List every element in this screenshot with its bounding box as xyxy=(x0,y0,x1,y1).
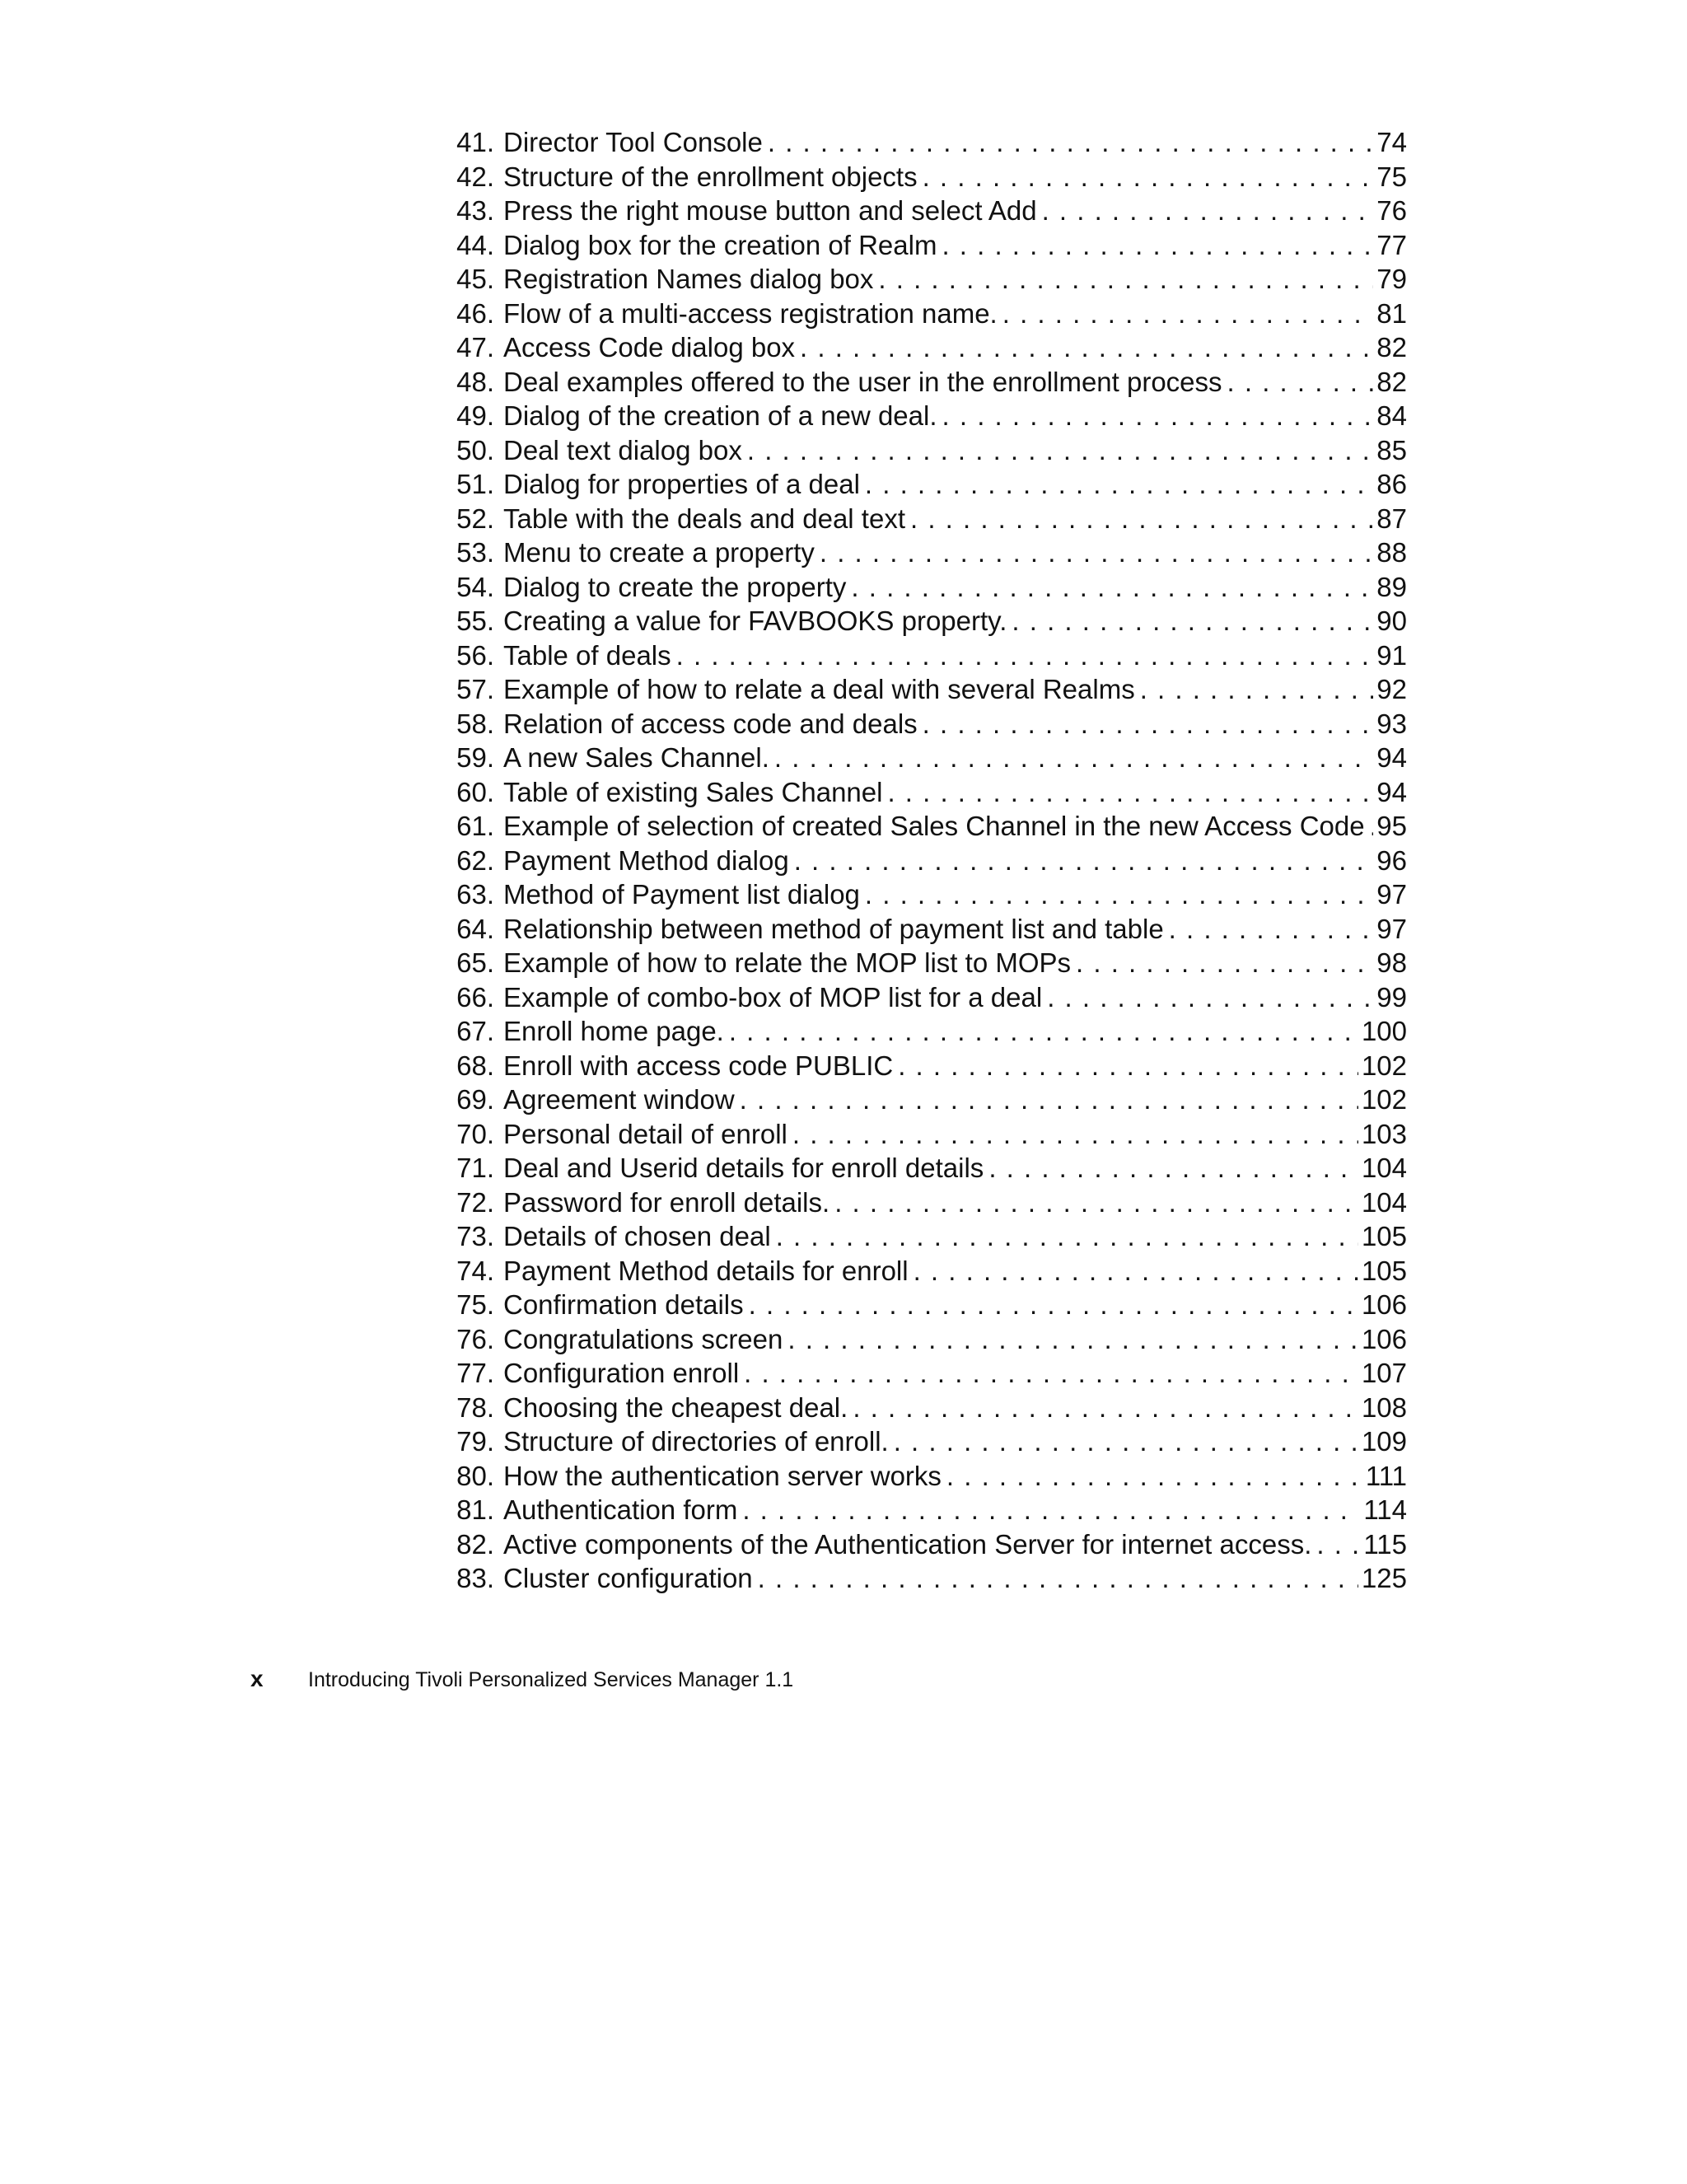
dot-leader xyxy=(774,741,1373,775)
dot-leader xyxy=(749,1288,1358,1322)
figure-page-number: 102 xyxy=(1358,1083,1407,1117)
figure-number: 42. xyxy=(456,161,494,192)
figure-page-number: 106 xyxy=(1358,1288,1407,1322)
figure-entry[interactable] xyxy=(443,741,1407,775)
figure-title: Structure of the enrollment objects xyxy=(503,160,923,194)
dot-leader xyxy=(1076,946,1373,980)
figure-entry[interactable] xyxy=(443,1391,1407,1425)
dot-leader xyxy=(800,330,1373,365)
dot-leader xyxy=(744,1356,1358,1391)
dot-leader xyxy=(742,1493,1360,1527)
figure-title: Deal examples offered to the user in the enrollment process xyxy=(503,365,1227,400)
figure-title: Authentication form xyxy=(503,1493,742,1527)
figure-entry[interactable] xyxy=(443,1322,1407,1357)
figure-page-number: 92 xyxy=(1373,672,1407,707)
figure-entry[interactable] xyxy=(443,535,1407,570)
dot-leader xyxy=(923,707,1374,741)
dot-leader xyxy=(865,877,1373,912)
figure-entry[interactable] xyxy=(443,1117,1407,1152)
figure-title: Method of Payment list dialog xyxy=(503,877,865,912)
dot-leader xyxy=(1140,672,1374,707)
figure-title: Structure of directories of enroll. xyxy=(503,1424,894,1459)
dot-leader xyxy=(923,160,1374,194)
figure-number: 44. xyxy=(456,229,494,260)
page-number: x xyxy=(250,1666,264,1691)
dot-leader xyxy=(787,1322,1358,1357)
figure-entry[interactable] xyxy=(443,1288,1407,1322)
figure-number: 78. xyxy=(456,1391,494,1423)
figure-number: 73. xyxy=(456,1221,494,1251)
figure-page-number: 103 xyxy=(1358,1117,1407,1152)
figure-page-number: 114 xyxy=(1360,1493,1407,1527)
figure-page-number: 94 xyxy=(1373,775,1407,810)
figure-page-number: 104 xyxy=(1358,1186,1407,1220)
dot-leader xyxy=(887,775,1373,810)
figure-page-number: 94 xyxy=(1373,741,1407,775)
dot-leader xyxy=(758,1561,1358,1596)
figure-entry[interactable] xyxy=(443,877,1407,912)
figure-entry[interactable] xyxy=(443,365,1407,400)
figure-title: Registration Names dialog box xyxy=(503,262,878,297)
dot-leader xyxy=(747,433,1373,468)
figure-entry[interactable] xyxy=(443,502,1407,536)
figure-entry[interactable] xyxy=(443,1219,1407,1254)
dot-leader xyxy=(792,1117,1358,1152)
figure-title: Payment Method details for enroll xyxy=(503,1254,914,1288)
figure-entry[interactable] xyxy=(443,980,1407,1015)
figure-page-number: 87 xyxy=(1373,502,1407,536)
figure-entry[interactable] xyxy=(443,467,1407,502)
figure-number: 70. xyxy=(456,1118,494,1149)
dot-leader xyxy=(794,844,1374,878)
figure-page-number: 82 xyxy=(1373,365,1407,400)
dot-leader xyxy=(1012,604,1373,638)
figure-entry[interactable] xyxy=(443,809,1407,844)
figure-title: Password for enroll details. xyxy=(503,1186,834,1220)
figure-page-number: 99 xyxy=(1373,980,1407,1015)
dot-leader xyxy=(740,1083,1358,1117)
figure-number: 66. xyxy=(456,981,494,1012)
figure-page-number: 75 xyxy=(1373,160,1407,194)
figure-page-number: 105 xyxy=(1358,1219,1407,1254)
dot-leader xyxy=(878,262,1373,297)
figure-title: Dialog box for the creation of Realm xyxy=(503,228,942,263)
figure-page-number: 95 xyxy=(1373,809,1407,844)
figure-entry[interactable] xyxy=(443,433,1407,468)
figure-title: Flow of a multi-access registration name. xyxy=(503,297,1002,331)
figure-number: 49. xyxy=(456,400,494,431)
figure-title: Example of how to relate a deal with several Realms xyxy=(503,672,1140,707)
figure-title: Configuration enroll xyxy=(503,1356,744,1391)
list-of-figures xyxy=(443,125,1407,1596)
figure-number: 43. xyxy=(456,195,494,226)
figure-title: Deal and Userid details for enroll details xyxy=(503,1151,988,1186)
figure-entry[interactable] xyxy=(443,844,1407,878)
figure-page-number: 89 xyxy=(1373,570,1407,605)
figure-entry[interactable] xyxy=(443,638,1407,673)
dot-leader xyxy=(910,502,1373,536)
figure-number: 75. xyxy=(456,1289,494,1320)
figure-entry[interactable] xyxy=(443,1493,1407,1527)
figure-number: 65. xyxy=(456,947,494,978)
dot-leader xyxy=(988,1151,1358,1186)
figure-title: Example of how to relate the MOP list to MOPs xyxy=(503,946,1076,980)
figure-title: A new Sales Channel. xyxy=(503,741,774,775)
page-footer xyxy=(250,1663,793,1695)
figure-entry[interactable] xyxy=(443,330,1407,365)
figure-title: Example of selection of created Sales Channel in the new Access Code xyxy=(503,809,1370,844)
figure-title: Active components of the Authentication Server for internet access. xyxy=(503,1527,1316,1562)
figure-title: Congratulations screen xyxy=(503,1322,787,1357)
figure-page-number: 96 xyxy=(1373,844,1407,878)
figure-number: 58. xyxy=(456,708,494,739)
figure-page-number: 82 xyxy=(1373,330,1407,365)
figure-entry[interactable] xyxy=(443,707,1407,741)
dot-leader xyxy=(676,638,1374,673)
figure-entry[interactable] xyxy=(443,1014,1407,1049)
figure-number: 82. xyxy=(456,1528,494,1560)
figure-number: 61. xyxy=(456,811,494,841)
figure-page-number: 74 xyxy=(1373,125,1407,160)
figure-number: 68. xyxy=(456,1050,494,1081)
figure-title: Access Code dialog box xyxy=(503,330,800,365)
figure-page-number: 81 xyxy=(1373,297,1407,331)
figure-title: Table of existing Sales Channel xyxy=(503,775,887,810)
figure-entry[interactable] xyxy=(443,1561,1407,1596)
figure-page-number: 109 xyxy=(1358,1424,1407,1459)
figure-title: Dialog to create the property xyxy=(503,570,851,605)
figure-title: Table of deals xyxy=(503,638,676,673)
figure-number: 56. xyxy=(456,639,494,671)
dot-leader xyxy=(834,1186,1358,1220)
figure-number: 59. xyxy=(456,742,494,773)
figure-number: 69. xyxy=(456,1084,494,1115)
figure-number: 46. xyxy=(456,297,494,329)
figure-number: 80. xyxy=(456,1460,494,1491)
figure-page-number: 107 xyxy=(1358,1356,1407,1391)
figure-title: Menu to create a property xyxy=(503,535,820,570)
dot-leader xyxy=(914,1254,1358,1288)
figure-page-number: 88 xyxy=(1373,535,1407,570)
figure-entry[interactable] xyxy=(443,228,1407,263)
figure-title: Dialog of the creation of a new deal. xyxy=(503,399,942,433)
figure-entry[interactable] xyxy=(443,1527,1407,1562)
figure-number: 64. xyxy=(456,913,494,944)
figure-title: Press the right mouse button and select Add xyxy=(503,194,1042,228)
figure-entry[interactable] xyxy=(443,1254,1407,1288)
figure-number: 62. xyxy=(456,844,494,876)
dot-leader xyxy=(942,228,1373,263)
figure-entry[interactable] xyxy=(443,672,1407,707)
figure-number: 77. xyxy=(456,1358,494,1388)
figure-title: Payment Method dialog xyxy=(503,844,794,878)
dot-leader xyxy=(1042,194,1374,228)
figure-number: 72. xyxy=(456,1186,494,1218)
figure-number: 74. xyxy=(456,1255,494,1286)
figure-number: 76. xyxy=(456,1323,494,1354)
figure-title: How the authentication server works xyxy=(503,1459,946,1494)
figure-page-number: 93 xyxy=(1373,707,1407,741)
figure-number: 41. xyxy=(456,127,494,157)
figure-number: 55. xyxy=(456,606,494,636)
figure-entry[interactable] xyxy=(443,946,1407,980)
dot-leader xyxy=(942,399,1374,433)
figure-title: Relationship between method of payment list and table xyxy=(503,912,1169,947)
figure-entry[interactable] xyxy=(443,297,1407,331)
figure-entry[interactable] xyxy=(443,399,1407,433)
figure-number: 52. xyxy=(456,503,494,534)
figure-number: 60. xyxy=(456,776,494,807)
figure-entry[interactable] xyxy=(443,194,1407,228)
figure-number: 54. xyxy=(456,571,494,602)
figure-page-number: 97 xyxy=(1373,912,1407,947)
figure-number: 83. xyxy=(456,1563,494,1593)
figure-page-number: 76 xyxy=(1373,194,1407,228)
figure-page-number: 77 xyxy=(1373,228,1407,263)
dot-leader xyxy=(776,1219,1358,1254)
figure-entry[interactable] xyxy=(443,570,1407,605)
figure-title: Agreement window xyxy=(503,1083,740,1117)
figure-page-number: 84 xyxy=(1373,399,1407,433)
figure-entry[interactable] xyxy=(443,160,1407,194)
figure-title: Personal detail of enroll xyxy=(503,1117,792,1152)
figure-title: Confirmation details xyxy=(503,1288,749,1322)
figure-entry[interactable] xyxy=(443,125,1407,160)
figure-entry[interactable] xyxy=(443,775,1407,810)
figure-page-number: 115 xyxy=(1360,1527,1407,1562)
figure-entry[interactable] xyxy=(443,1049,1407,1083)
dot-leader xyxy=(946,1459,1362,1494)
figure-number: 51. xyxy=(456,469,494,499)
figure-page-number: 111 xyxy=(1362,1459,1407,1494)
dot-leader xyxy=(898,1049,1358,1083)
dot-leader xyxy=(768,125,1373,160)
figure-entry[interactable] xyxy=(443,1151,1407,1186)
dot-leader xyxy=(853,1391,1358,1425)
figure-page-number: 86 xyxy=(1373,467,1407,502)
dot-leader xyxy=(1316,1527,1360,1562)
figure-title: Creating a value for FAVBOOKS property. xyxy=(503,604,1012,638)
dot-leader xyxy=(1002,297,1374,331)
figure-page-number: 100 xyxy=(1358,1014,1407,1049)
book-title: Introducing Tivoli Personalized Services Manager 1.1 xyxy=(308,1668,794,1691)
figure-title: Choosing the cheapest deal. xyxy=(503,1391,853,1425)
figure-entry[interactable] xyxy=(443,1186,1407,1220)
figure-title: Director Tool Console xyxy=(503,125,768,160)
figure-number: 71. xyxy=(456,1153,494,1183)
figure-title: Enroll with access code PUBLIC xyxy=(503,1049,898,1083)
figure-title: Details of chosen deal xyxy=(503,1219,776,1254)
figure-page-number: 85 xyxy=(1373,433,1407,468)
dot-leader xyxy=(1169,912,1374,947)
figure-number: 53. xyxy=(456,537,494,568)
figure-title: Cluster configuration xyxy=(503,1561,758,1596)
dot-leader xyxy=(851,570,1373,605)
figure-number: 67. xyxy=(456,1016,494,1046)
figure-page-number: 108 xyxy=(1358,1391,1407,1425)
dot-leader xyxy=(729,1014,1358,1049)
figure-number: 50. xyxy=(456,434,494,465)
figure-title: Dialog for properties of a deal xyxy=(503,467,865,502)
dot-leader xyxy=(1227,365,1374,400)
figure-title: Relation of access code and deals xyxy=(503,707,923,741)
dot-leader xyxy=(820,535,1373,570)
figure-number: 57. xyxy=(456,674,494,704)
figure-title: Deal text dialog box xyxy=(503,433,747,468)
figure-entry[interactable] xyxy=(443,1459,1407,1494)
dot-leader xyxy=(894,1424,1358,1459)
figure-page-number: 98 xyxy=(1373,946,1407,980)
figure-number: 79. xyxy=(456,1426,494,1457)
figure-page-number: 125 xyxy=(1358,1561,1407,1596)
figure-entry[interactable] xyxy=(443,1424,1407,1459)
figure-number: 63. xyxy=(456,879,494,910)
figure-page-number: 106 xyxy=(1358,1322,1407,1357)
figure-page-number: 79 xyxy=(1373,262,1407,297)
dot-leader xyxy=(865,467,1373,502)
figure-title: Table with the deals and deal text xyxy=(503,502,910,536)
figure-page-number: 90 xyxy=(1373,604,1407,638)
figure-page-number: 97 xyxy=(1373,877,1407,912)
figure-entry[interactable] xyxy=(443,262,1407,297)
figure-page-number: 91 xyxy=(1373,638,1407,673)
figure-number: 47. xyxy=(456,332,494,362)
figure-page-number: 102 xyxy=(1358,1049,1407,1083)
figure-entry[interactable] xyxy=(443,1083,1407,1117)
figure-entry[interactable] xyxy=(443,912,1407,947)
figure-page-number: 104 xyxy=(1358,1151,1407,1186)
figure-number: 45. xyxy=(456,264,494,294)
figure-title: Example of combo-box of MOP list for a deal xyxy=(503,980,1047,1015)
figure-entry[interactable] xyxy=(443,604,1407,638)
figure-number: 81. xyxy=(456,1494,494,1525)
figure-entry[interactable] xyxy=(443,1356,1407,1391)
figure-title: Enroll home page. xyxy=(503,1014,729,1049)
figure-number: 48. xyxy=(456,366,494,397)
figure-page-number: 105 xyxy=(1358,1254,1407,1288)
dot-leader xyxy=(1047,980,1373,1015)
